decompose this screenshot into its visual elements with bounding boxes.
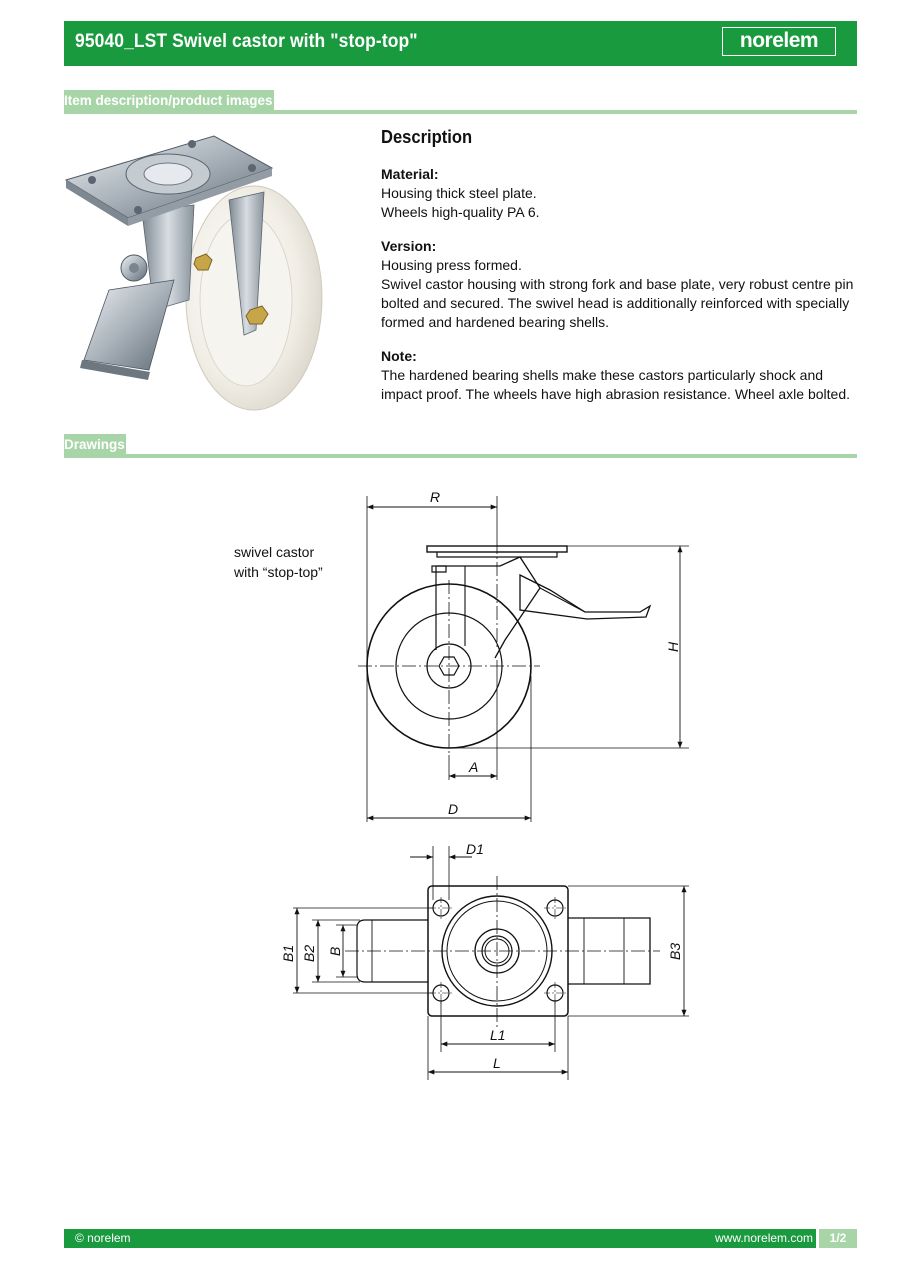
version-line: Swivel castor housing with strong fork and base plate, very robust centre pin bolted and secured. The swivel head is additionally reinforced with specially formed and hardened bearing shells. [381,276,854,330]
dim-label-b: B [327,946,343,956]
section-label-item-description: Item description/product images [64,90,274,112]
dim-label-l1: L1 [490,1027,506,1043]
material-title: Material: [381,166,439,182]
technical-drawing [0,470,900,1110]
material-line: Wheels high-quality PA 6. [381,204,540,220]
description-block [381,128,857,404]
footer-bar [64,1229,857,1248]
note-title: Note: [381,348,417,364]
header-bar [64,21,857,66]
page-number: 1/2 [819,1229,857,1248]
note-line: The hardened bearing shells make these castors particularly shock and impact proof. The wheels have high abrasion resistance. Wheel axle bolted. [381,367,851,402]
footer-copyright: © norelem [75,1231,131,1245]
version-line: Housing press formed. [381,257,522,273]
version-title: Version: [381,238,437,254]
dim-label-d1: D1 [466,841,484,857]
dim-label-b3: B3 [667,942,683,960]
dim-label-l: L [493,1055,501,1071]
section-divider [64,454,857,458]
dim-label-h: H [665,641,681,652]
top-view [280,841,689,1080]
product-image [64,130,326,412]
dim-label-b1: B1 [280,944,296,962]
description-heading: Description [381,127,473,147]
drawing-caption-line1: swivel castor [234,544,315,560]
dim-label-r: R [430,489,441,505]
dim-label-b2: B2 [301,944,317,962]
page-title: 95040_LST Swivel castor with "stop-top" [75,31,418,52]
footer-website-link[interactable]: www.norelem.com [715,1231,814,1245]
dim-label-d: D [448,801,459,817]
side-view [358,489,689,822]
section-label-drawings: Drawings [64,434,126,456]
dim-label-a: A [469,759,479,775]
norelem-logo: norelem [722,27,836,56]
drawing-caption-line2: with “stop-top” [234,564,323,580]
material-line: Housing thick steel plate. [381,185,537,201]
